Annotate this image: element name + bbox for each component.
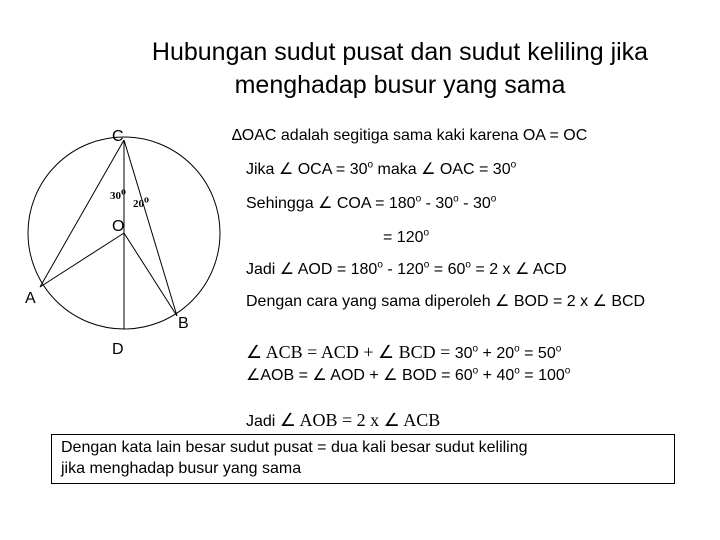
explanation-line-6: Dengan cara yang sama diperoleh ∠ BOD = 2 x ∠ BCD [246, 293, 646, 310]
explanation-line-1 [232, 126, 587, 146]
label-B: B [178, 315, 189, 332]
explanation-line-5: Jadi ∠ AOD = $180^o - 120^o = 60^o = 2$ x ∠ ACD [246, 259, 567, 278]
explanation-line-4: = $120^o$ [383, 227, 430, 246]
conclusion-line-1: Dengan kata lain besar sudut pusat = dua kali besar sudut keliling [61, 439, 528, 456]
explanation-line-9: Jadi ∠ AOB = 2 x ∠ ACB [246, 410, 441, 430]
segment-OA [40, 233, 124, 287]
angle-label-acd: 30$^o$ [110, 186, 126, 202]
title-line-2: menghadap busur yang sama [234, 71, 566, 99]
explanation-line-7: ∠ ACB = ACD + ∠ BCD = $30^o + 20^o = 50^o$ [246, 342, 562, 362]
label-O: O [112, 218, 125, 235]
explanation-line-2: Jika ∠ OCA = $30^o$ maka ∠ OAC = $30^o$ [246, 159, 517, 178]
conclusion-box [51, 434, 675, 484]
title-line-1: Hubungan sudut pusat dan sudut keliling jika [151, 38, 649, 66]
triangle-text: ∆OAC adalah segitiga sama kaki karena OA = OC [232, 127, 588, 144]
label-D: D [112, 341, 124, 358]
conclusion-line-2: jika menghadap busur yang sama [61, 460, 302, 477]
segment-OB [124, 233, 177, 316]
explanation-line-8: ∠AOB = ∠ AOD + ∠ BOD = $60^o + 40^o = 100^o$ [246, 365, 571, 384]
segment-CB [124, 140, 177, 316]
angle-label-bcd: 20$^o$ [133, 194, 149, 210]
segment-CA [40, 140, 124, 287]
label-A: A [25, 290, 36, 307]
label-C: C [112, 128, 124, 145]
explanation-line-3: Sehingga ∠ COA = $180^o - 30^o - 30^o$ [246, 193, 497, 212]
